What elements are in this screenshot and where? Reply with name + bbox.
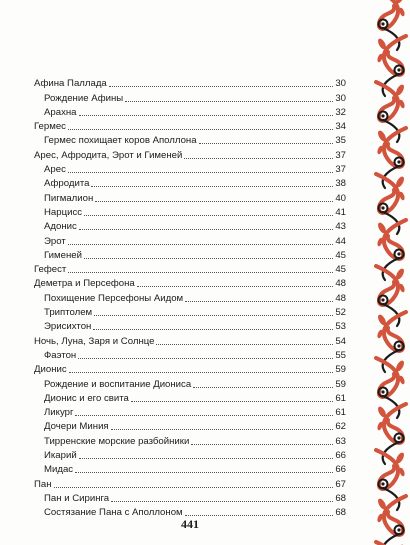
toc-entry <box>34 491 346 505</box>
dot-leader <box>79 458 334 459</box>
toc-entry-title: Эрисихтон <box>44 321 92 333</box>
dot-leader <box>109 86 334 87</box>
toc-entry-title: Арахна <box>44 106 77 118</box>
toc-entry-page: 35 <box>335 135 346 147</box>
toc-entry-title: Арес, Афродита, Эрот и Гименей <box>34 149 183 161</box>
dot-leader <box>75 472 333 473</box>
toc-entry <box>34 248 346 262</box>
toc-entry <box>34 147 346 161</box>
toc-entry-page: 62 <box>335 421 346 433</box>
toc-entry <box>34 462 346 476</box>
toc-entry-title: Пигмалион <box>44 192 94 204</box>
dot-leader <box>79 229 334 230</box>
toc-entry <box>34 276 346 290</box>
toc-entry <box>34 90 346 104</box>
dot-leader <box>131 401 333 402</box>
toc-entry-page: 55 <box>335 349 346 361</box>
ornamental-border-icon <box>372 0 410 545</box>
toc-entry-title: Нарцисс <box>44 206 83 218</box>
dot-leader <box>84 258 333 259</box>
dot-leader <box>94 315 333 316</box>
toc-entry-title: Ночь, Луна, Заря и Солнце <box>34 335 155 347</box>
dot-leader <box>125 101 333 102</box>
dot-leader <box>69 372 334 373</box>
toc-entry-page: 41 <box>335 206 346 218</box>
table-of-contents <box>34 76 346 519</box>
toc-entry-title: Деметра и Персефона <box>34 278 135 290</box>
toc-entry <box>34 205 346 219</box>
dot-leader <box>111 501 333 502</box>
toc-entry-page: 48 <box>335 278 346 290</box>
toc-entry <box>34 105 346 119</box>
dot-leader <box>79 115 334 116</box>
dot-leader <box>68 129 333 130</box>
toc-entry-page: 37 <box>335 164 346 176</box>
toc-entry-page: 54 <box>335 335 346 347</box>
toc-entry-page: 63 <box>335 435 346 447</box>
toc-entry <box>34 305 346 319</box>
toc-entry-page: 66 <box>335 450 346 462</box>
toc-entry <box>34 333 346 347</box>
toc-entry <box>34 391 346 405</box>
toc-entry-page: 59 <box>335 378 346 390</box>
toc-entry-title: Гермес похищает коров Аполлона <box>44 135 197 147</box>
dot-leader <box>193 387 333 388</box>
toc-entry-page: 37 <box>335 149 346 161</box>
toc-entry-page: 67 <box>335 478 346 490</box>
toc-entry <box>34 476 346 490</box>
toc-entry-title: Афродита <box>44 178 90 190</box>
toc-entry-title: Дионис и его свита <box>44 392 129 404</box>
toc-entry-title: Рождение и воспитание Диониса <box>44 378 192 390</box>
dot-leader <box>95 201 333 202</box>
toc-entry-page: 43 <box>335 221 346 233</box>
toc-entry-title: Тирренские морские разбойники <box>44 435 190 447</box>
toc-entry <box>34 233 346 247</box>
dot-leader <box>191 444 333 445</box>
toc-entry-page: 48 <box>335 292 346 304</box>
toc-entry-title: Состязание Пана с Аполлоном <box>44 507 183 519</box>
dot-leader <box>91 186 333 187</box>
toc-entry-title: Рождение Афины <box>44 92 124 104</box>
toc-entry-title: Дионис <box>34 364 67 376</box>
toc-entry <box>34 133 346 147</box>
toc-entry <box>34 119 346 133</box>
toc-entry-page: 30 <box>335 92 346 104</box>
dot-leader <box>93 329 333 330</box>
toc-entry-page: 30 <box>335 78 346 90</box>
dot-leader <box>84 215 333 216</box>
toc-entry-page: 45 <box>335 264 346 276</box>
dot-leader <box>68 244 334 245</box>
dot-leader <box>156 344 333 345</box>
dot-leader <box>68 272 333 273</box>
toc-entry <box>34 448 346 462</box>
toc-entry-page: 53 <box>335 321 346 333</box>
dot-leader <box>137 286 334 287</box>
toc-entry-page: 59 <box>335 364 346 376</box>
toc-entry <box>34 319 346 333</box>
dot-leader <box>78 358 333 359</box>
dot-leader <box>54 487 334 488</box>
toc-entry <box>34 219 346 233</box>
toc-entry-title: Мидас <box>44 464 74 476</box>
toc-entry-title: Триптолем <box>44 307 93 319</box>
toc-entry-page: 32 <box>335 106 346 118</box>
toc-entry <box>34 376 346 390</box>
toc-entry <box>34 162 346 176</box>
toc-entry <box>34 262 346 276</box>
toc-entry <box>34 76 346 90</box>
dot-leader <box>184 158 333 159</box>
toc-entry-page: 38 <box>335 178 346 190</box>
toc-entry-page: 68 <box>335 492 346 504</box>
toc-entry-title: Адонис <box>44 221 77 233</box>
toc-entry-title: Икарий <box>44 450 77 462</box>
toc-entry <box>34 433 346 447</box>
toc-entry-page: 66 <box>335 464 346 476</box>
page-number: 441 <box>181 517 199 531</box>
toc-entry <box>34 362 346 376</box>
toc-entry <box>34 176 346 190</box>
toc-entry-page: 34 <box>335 121 346 133</box>
toc-entry-page: 68 <box>335 507 346 519</box>
toc-entry-title: Дочери Миния <box>44 421 109 433</box>
toc-entry-title: Гименей <box>44 249 82 261</box>
toc-entry-title: Арес <box>44 164 66 176</box>
dot-leader <box>199 143 334 144</box>
toc-entry-title: Фаэтон <box>44 349 77 361</box>
toc-entry-title: Гефест <box>34 264 67 276</box>
toc-entry-page: 52 <box>335 307 346 319</box>
toc-entry <box>34 190 346 204</box>
toc-entry <box>34 348 346 362</box>
toc-entry-title: Пан и Сиринга <box>44 492 110 504</box>
toc-entry-page: 61 <box>335 407 346 419</box>
toc-entry-page: 45 <box>335 249 346 261</box>
dot-leader <box>111 429 334 430</box>
dot-leader <box>68 172 333 173</box>
toc-entry-page: 61 <box>335 392 346 404</box>
toc-entry-title: Афина Паллада <box>34 78 107 90</box>
toc-entry-title: Эрот <box>44 235 66 247</box>
toc-entry-title: Гермес <box>34 121 66 133</box>
toc-entry-title: Ликург <box>44 407 74 419</box>
dot-leader <box>75 415 333 416</box>
dot-leader <box>185 301 333 302</box>
toc-entry <box>34 290 346 304</box>
toc-entry-title: Пан <box>34 478 52 490</box>
toc-entry-page: 44 <box>335 235 346 247</box>
toc-entry-page: 40 <box>335 192 346 204</box>
toc-entry <box>34 419 346 433</box>
toc-entry-title: Похищение Персефоны Аидом <box>44 292 184 304</box>
toc-entry <box>34 405 346 419</box>
